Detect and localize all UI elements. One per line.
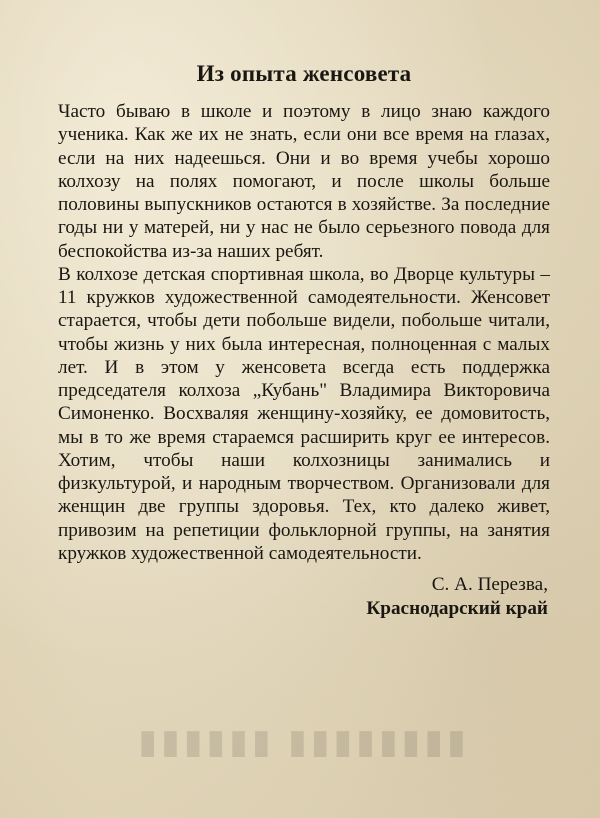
author-name: С. А. Перезва,: [431, 574, 548, 595]
article-body: [58, 100, 550, 565]
article-title: Из опыта женсовета: [196, 61, 412, 86]
paragraph-1: Часто бываю в школе и поэтому в лицо знаю каждого ученика. Как же их не знать, если они все время на глазах, если на них надеешься. Они и во время учебы хорошо колхозу на полях помогают, и после школы больше половины выпускников остаются в хозяйстве. За последние годы ни у матерей, ни у нас не было серьезного повода для беспокойства из-за наших ребят.: [58, 101, 550, 262]
author-region: Краснодарский край: [366, 598, 548, 619]
paragraph-2: В колхозе детская спортивная школа, во Дворце культуры – 11 кружков художественной самодеятельности. Женсовет старается, чтобы дети побольше видели, побольше читали, чтобы жизнь у них была интересная, полноценная с малых лет. И в этом у женсовета всегда есть поддержка председателя колхоза „Кубань" Владимира Викторовича Симоненко. Восхваляя женщину-хозяйку, ее домовитость, мы в то же время стараемся расширить круг ее интересов. Хотим, чтобы наши колхозницы занимались и физкультурой, и народным творчеством. Организовали для женщин две группы здоровья. Тех, кто далеко живет, привозим на репетиции фольклорной группы, на занятия кружков художественной самодеятельности.: [58, 263, 550, 564]
author-signature: [58, 573, 550, 621]
reverse-side-bleed-through: ▮▮▮▮▮▮▮▮ ▮▮▮▮▮▮: [134, 723, 466, 761]
article: [58, 58, 550, 621]
